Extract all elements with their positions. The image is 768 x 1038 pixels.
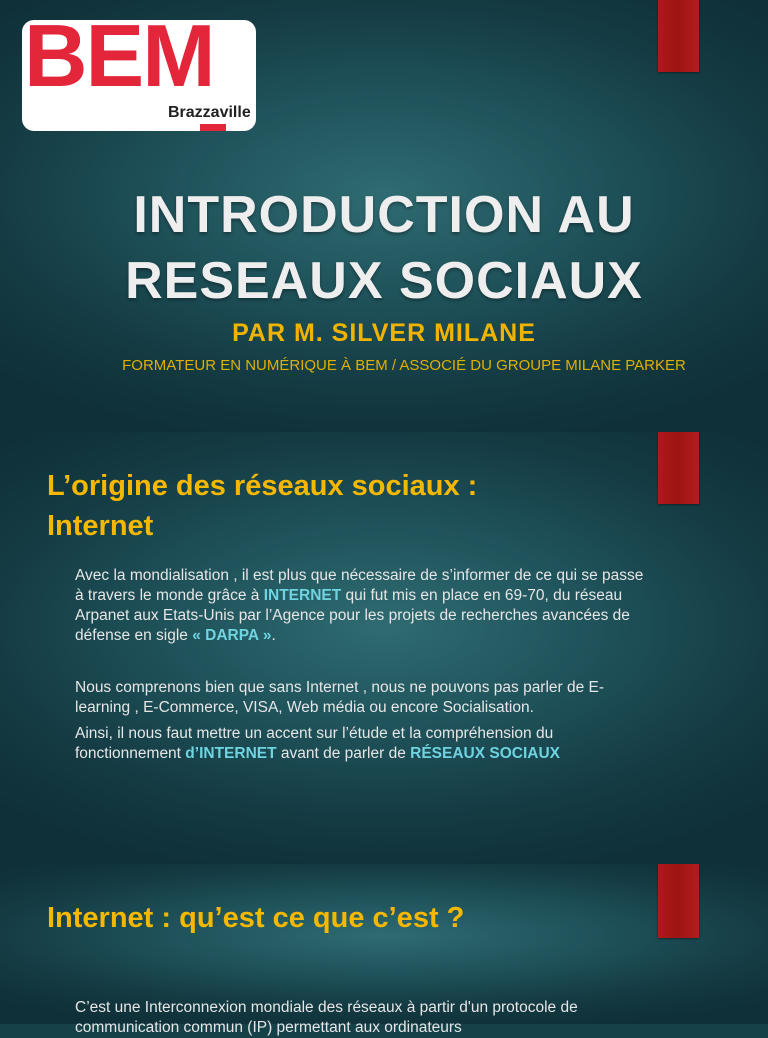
paragraph-2: Nous comprenons bien que sans Internet , nous ne pouvons pas parler de E-learning , E-Commerce, VISA, Web média ou encore Socialisation. xyxy=(75,679,605,716)
red-accent-bar xyxy=(658,432,699,504)
highlight-darpa: « DARPA » xyxy=(192,627,272,644)
logo-accent-mark xyxy=(200,124,226,131)
slide-body xyxy=(75,566,645,764)
slide-heading: Internet : qu’est ce que c’est ? xyxy=(47,902,465,934)
slide-internet-definition xyxy=(0,864,768,1036)
paragraph-1: C’est une Interconnexion mondiale des réseaux à partir d'un protocole de communication commun (IP) permettant aux ordinateurs xyxy=(75,999,578,1036)
slide-heading xyxy=(47,466,477,546)
title-line-1: INTRODUCTION AU xyxy=(133,186,635,244)
paragraph-3 xyxy=(75,724,645,764)
slide-title-page xyxy=(0,0,768,432)
heading-line-1: L’origine des réseaux sociaux : xyxy=(47,470,478,502)
highlight-internet: INTERNET xyxy=(263,587,342,604)
title-line-2: RESEAUX SOCIAUX xyxy=(125,252,643,310)
slide-origin xyxy=(0,432,768,864)
heading-line-2: Internet xyxy=(47,510,154,542)
red-accent-bar xyxy=(658,0,699,72)
bem-logo xyxy=(22,6,256,131)
author-role: FORMATEUR EN NUMÉRIQUE À BEM / ASSOCIÉ DU GROUPE MILANE PARKER xyxy=(122,357,686,374)
slide-body xyxy=(75,998,645,1038)
text-run: Avec la mondialisation , il est plus que nécessaire de s’informer de ce qui se passe à travers le monde grâce à xyxy=(75,567,644,604)
text-run: qui fut mis en place en 69-70, du réseau Arpanet aux Etats-Unis par l’Agence pour les projets de recherches avancées de défense en sigle xyxy=(75,587,630,644)
text-run: avant de parler de xyxy=(276,745,411,762)
highlight-internet: d’INTERNET xyxy=(185,745,277,762)
author-line: PAR M. SILVER MILANE xyxy=(232,319,536,347)
logo-brand: BEM xyxy=(24,6,214,105)
presentation-title xyxy=(0,182,768,314)
text-run: . xyxy=(271,627,276,644)
paragraph-1 xyxy=(75,566,645,646)
highlight-reseaux-sociaux: RÉSEAUX SOCIAUX xyxy=(410,745,561,762)
logo-city: Brazzaville xyxy=(168,104,251,121)
text-run: Ainsi, il nous faut mettre un accent sur l’étude et la compréhension du fonctionnement xyxy=(75,725,554,762)
red-accent-bar xyxy=(658,864,699,938)
